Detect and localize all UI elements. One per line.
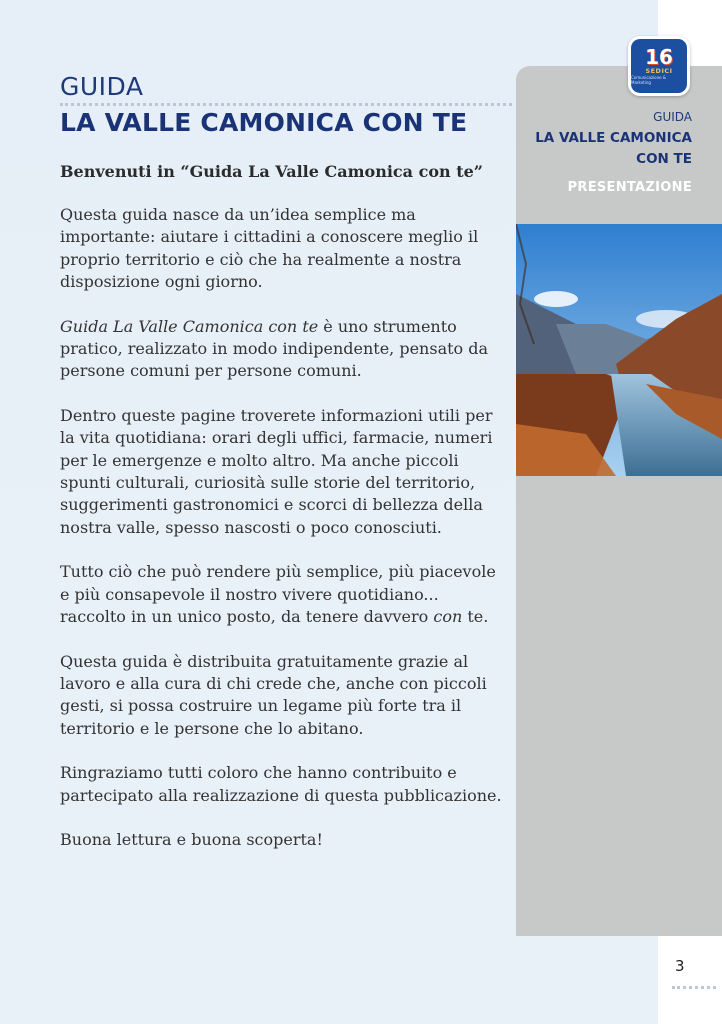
paragraph-4-end: te. [462,607,489,627]
article-body [60,160,505,873]
paragraph-5: Questa guida è distribuita gratuitamente grazie al lavoro e alla cura di chi crede che, anche con piccoli gesti, si possa costruire un legame più forte tra il territorio e le persone che lo abitano. [60,651,487,738]
paragraph-1: Questa guida nasce da un’idea semplice ma importante: aiutare i cittadini a conoscere meglio il proprio territorio e ciò che ha realmente a nostra disposizione ogni giorno. [60,205,479,292]
paragraph-7: Buona lettura e buona scoperta! [60,829,323,849]
title-divider [60,103,512,106]
intro-heading: Benvenuti in “Guida La Valle Camonica con te” [60,162,483,181]
logo-tagline: Comunicazione & Marketing [631,75,667,85]
sidebar-section-label: PRESENTAZIONE [567,180,692,195]
page-number: 3 [675,957,685,975]
sidebar-title: LA VALLE CAMONICA CON TE [535,130,692,167]
page-kicker: GUIDA [60,72,144,101]
paragraph-6: Ringraziamo tutti coloro che hanno contribuito e partecipato alla realizzazione di questa pubblicazione. [60,763,502,805]
paragraph-2-text: è uno strumento pratico, realizzato in modo indipendente, pensato da persone comuni per persone comuni. [60,316,489,381]
paragraph-3: Dentro queste pagine troverete informazioni utili per la vita quotidiana: orari degli uffici, farmacie, numeri per le emergenze e molto altro. Ma anche piccoli spunti culturali, curiosità sulle storie del territorio, suggerimenti gastronomici e scorci di bellezza della nostra valle, spesso nascosti o poco conosciuti. [60,405,493,537]
logo-name: SEDICI [645,67,673,75]
paragraph-4-italic: con [433,607,463,627]
sidebar-kicker: GUIDA [653,110,692,124]
sidebar-panel [516,66,722,936]
paragraph-2 [60,316,505,383]
paragraph-4 [60,561,505,628]
paragraph-4-text: Tutto ciò che può rendere più semplice, più piacevole e più consapevole il nostro vivere quotidiano... raccolto in un unico posto, da tenere davvero [60,562,496,627]
page-number-divider [672,986,716,989]
valley-river-photo [516,224,722,476]
logo-number: 16 [645,45,673,69]
sedici-logo [628,36,690,96]
page-title: LA VALLE CAMONICA CON TE [60,108,468,137]
guide-title-italic: Guida La Valle Camonica con te [60,316,319,336]
